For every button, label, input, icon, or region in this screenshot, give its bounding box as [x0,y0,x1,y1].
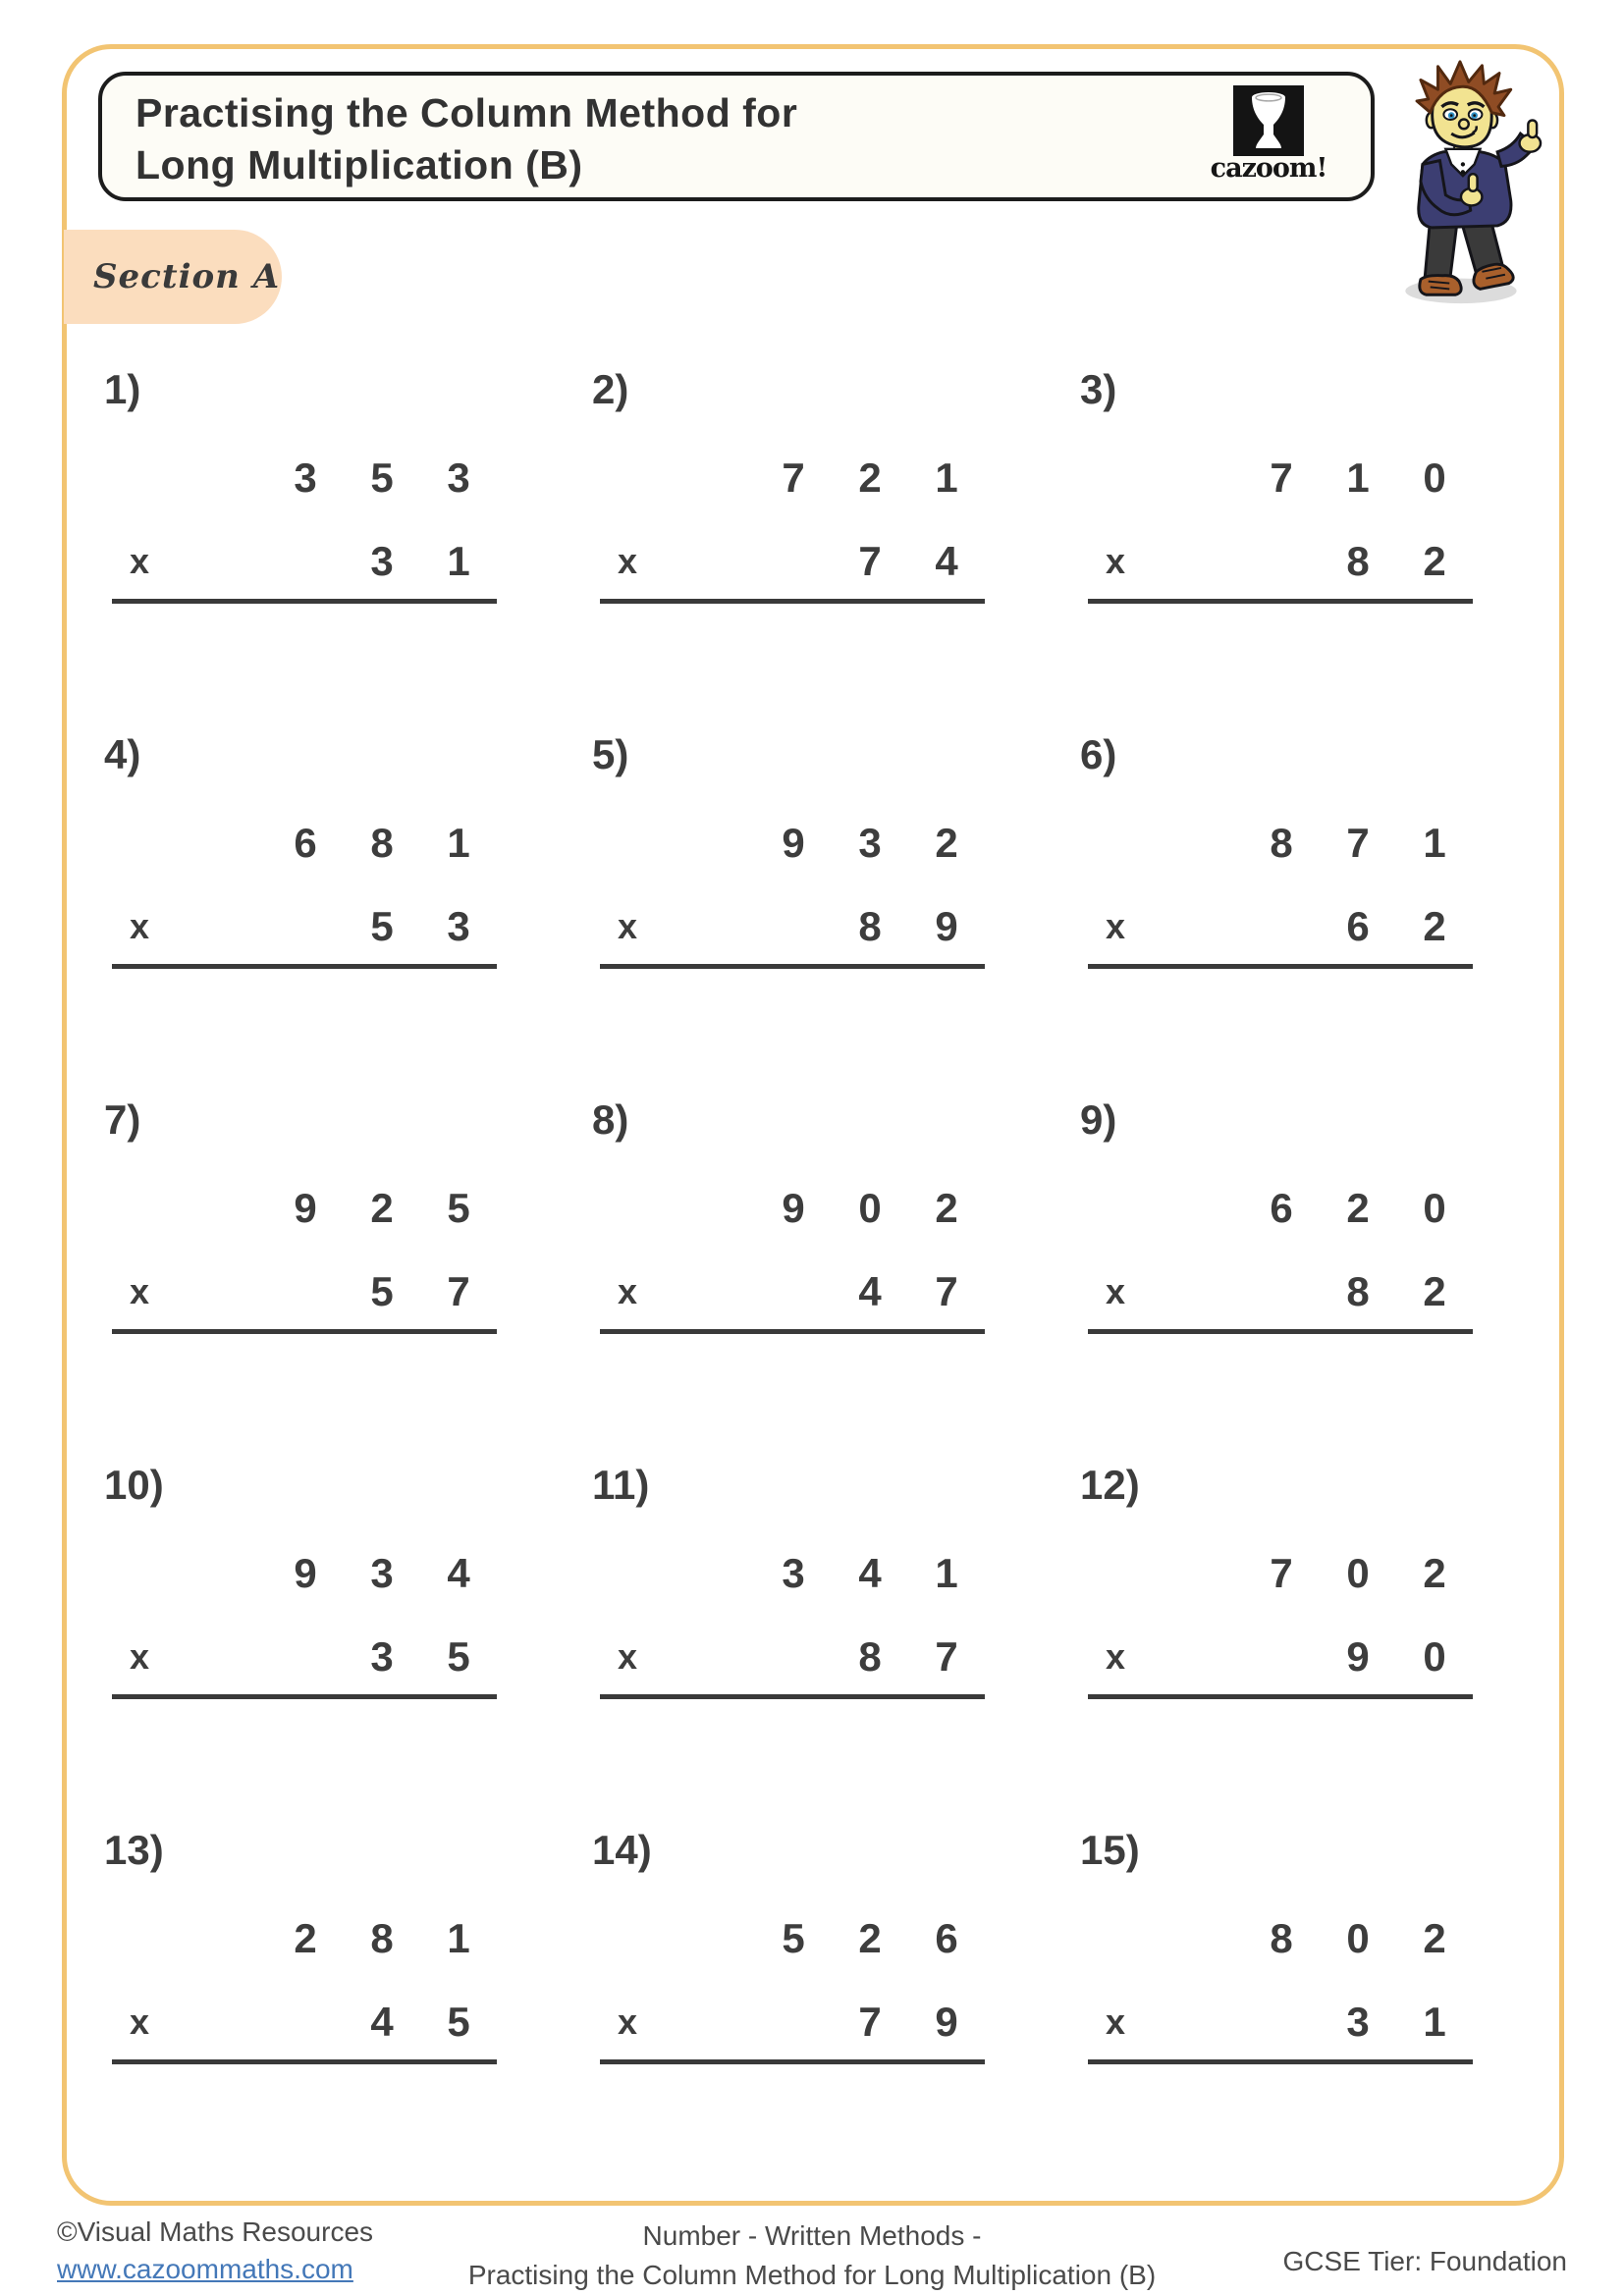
multiply-operator: x [129,1271,150,1311]
multiplicand-row [1088,453,1473,504]
cazoom-logo-text: cazoom! [1210,153,1327,184]
operator-slot-empty [112,818,167,869]
multiplicand-digit-hundreds: 8 [1270,1915,1293,1961]
title-box [98,72,1375,201]
multiplicand-digit-hundreds: 6 [294,820,317,866]
problem-number: 7) [104,1096,141,1143]
multiplier-row [112,901,497,952]
multiplicand-digit-tens: 0 [1346,1550,1370,1596]
multiplier-digit-tens: 8 [1346,1268,1370,1314]
problem-cell [104,1827,592,2064]
problem-number: 10) [104,1462,164,1508]
multiplicand-digit-hundreds: 3 [294,454,317,501]
multiplier-digit-tens: 3 [370,1633,394,1680]
multiplicand-digit-hundreds: 8 [1270,820,1293,866]
multiplier-digit-ones: 1 [447,538,470,584]
problem-workspace [112,453,497,604]
multiplier-row [112,536,497,587]
footer-center [321,2216,1303,2295]
problem-workspace [1088,1183,1473,1334]
multiplier-row [1088,1631,1473,1682]
problem-cell [592,1462,1080,1699]
multiplicand-digit-tens: 8 [370,820,394,866]
problem-number: 8) [592,1096,629,1143]
multiplier-row [1088,901,1473,952]
multiplier-digit-tens: 4 [370,1999,394,2045]
problem-number: 1) [104,366,141,412]
multiplicand-digit-hundreds: 3 [782,1550,805,1596]
multiplicand-digit-hundreds: 7 [1270,1550,1293,1596]
multiplier-digit-ones: 4 [935,538,958,584]
multiplier-row [600,1997,985,2048]
multiplier-row [600,536,985,587]
multiplier-digit-ones: 2 [1423,538,1446,584]
problem-workspace [600,1548,985,1699]
multiply-operator: x [617,2002,638,2042]
multiplier-digit-ones: 7 [935,1268,958,1314]
multiply-operator: x [1105,906,1126,946]
operator-slot-empty [1088,453,1143,504]
multiplier-digit-ones: 7 [935,1633,958,1680]
multiplier-digit-tens: 7 [858,1999,882,2045]
website-link[interactable]: www.cazoommaths.com [57,2254,353,2284]
problem-workspace [112,818,497,969]
multiplier-digit-tens: 5 [370,1268,394,1314]
problem-cell [592,1827,1080,2064]
multiply-operator: x [129,906,150,946]
multiplicand-digit-tens: 0 [1346,1915,1370,1961]
problem-cell [1080,731,1568,969]
multiplicand-row [112,1183,497,1234]
multiplier-row [112,1631,497,1682]
footer-topic-line1: Number - Written Methods - [642,2220,982,2251]
multiply-operator: x [1105,1636,1126,1677]
page-title-line2: Long Multiplication (B) [135,142,583,187]
problem-cell [1080,366,1568,604]
problem-number: 15) [1080,1827,1140,1873]
problem-cell [1080,1096,1568,1334]
multiplicand-digit-ones: 0 [1423,454,1446,501]
multiplicand-digit-tens: 2 [370,1185,394,1231]
operator-slot-empty [112,1183,167,1234]
problem-cell [104,1096,592,1334]
multiplicand-digit-tens: 2 [1346,1185,1370,1231]
problem-workspace [600,1183,985,1334]
page-title-line1: Practising the Column Method for [135,90,798,135]
footer-topic-line2: Practising the Column Method for Long Multiplication (B) [467,2260,1157,2290]
problem-workspace [112,1183,497,1334]
problem-number: 5) [592,731,629,777]
multiplicand-digit-ones: 2 [1423,1550,1446,1596]
multiplicand-digit-hundreds: 2 [294,1915,317,1961]
multiplicand-digit-ones: 1 [447,820,470,866]
multiply-operator: x [1105,2002,1126,2042]
multiplicand-digit-ones: 1 [1423,820,1446,866]
multiply-operator: x [1105,541,1126,581]
multiply-operator: x [129,1636,150,1677]
multiplicand-row [1088,1183,1473,1234]
multiplier-row [600,901,985,952]
multiplicand-row [600,818,985,869]
multiplicand-digit-ones: 1 [935,1550,958,1596]
multiplicand-row [600,1183,985,1234]
problem-number: 12) [1080,1462,1140,1508]
multiplier-digit-tens: 4 [858,1268,882,1314]
multiplier-digit-ones: 9 [935,1999,958,2045]
problem-number: 2) [592,366,629,412]
operator-slot-empty [112,1548,167,1599]
multiplicand-row [600,1548,985,1599]
multiplicand-digit-tens: 7 [1346,820,1370,866]
section-a-label: Section A [93,257,281,296]
copyright-text: ©Visual Maths Resources [57,2216,374,2247]
multiplicand-digit-ones: 3 [447,454,470,501]
multiplicand-digit-ones: 1 [447,1915,470,1961]
problem-workspace [1088,453,1473,604]
multiplier-digit-tens: 3 [370,538,394,584]
multiplier-digit-ones: 0 [1423,1633,1446,1680]
multiplier-digit-tens: 9 [1346,1633,1370,1680]
multiplier-row [112,1997,497,2048]
multiplicand-digit-tens: 8 [370,1915,394,1961]
multiplicand-digit-hundreds: 9 [782,1185,805,1231]
multiplicand-digit-tens: 3 [370,1550,394,1596]
problem-number: 9) [1080,1096,1117,1143]
multiplier-digit-ones: 3 [447,903,470,949]
multiplicand-digit-tens: 2 [858,1915,882,1961]
multiplier-digit-ones: 7 [447,1268,470,1314]
multiplicand-digit-hundreds: 5 [782,1915,805,1961]
multiplier-digit-ones: 1 [1423,1999,1446,2045]
problem-cell [1080,1827,1568,2064]
problem-workspace [600,453,985,604]
page-title [135,87,797,191]
multiplier-row [1088,536,1473,587]
multiplicand-digit-hundreds: 7 [782,454,805,501]
multiply-operator: x [617,1271,638,1311]
multiplicand-digit-tens: 4 [858,1550,882,1596]
multiplicand-row [1088,1913,1473,1964]
operator-slot-empty [600,1548,655,1599]
operator-slot-empty [1088,818,1143,869]
multiplier-digit-tens: 3 [1346,1999,1370,2045]
multiplier-digit-tens: 6 [1346,903,1370,949]
multiplicand-digit-tens: 0 [858,1185,882,1231]
problem-cell [104,1462,592,1699]
problem-cell [592,366,1080,604]
multiplicand-digit-ones: 6 [935,1915,958,1961]
multiply-operator: x [129,2002,150,2042]
operator-slot-empty [600,818,655,869]
footer-tier-label: GCSE Tier: Foundation [1282,2246,1567,2276]
problem-workspace [112,1548,497,1699]
multiplicand-row [600,1913,985,1964]
operator-slot-empty [1088,1548,1143,1599]
multiplicand-row [1088,1548,1473,1599]
multiplicand-digit-tens: 2 [858,454,882,501]
multiplier-digit-ones: 9 [935,903,958,949]
multiply-operator: x [617,906,638,946]
multiplicand-digit-hundreds: 7 [1270,454,1293,501]
multiplier-digit-tens: 8 [858,903,882,949]
problem-workspace [1088,818,1473,969]
problem-workspace [600,1913,985,2064]
cazoom-logo [1210,85,1327,184]
multiplier-digit-ones: 2 [1423,903,1446,949]
multiplicand-row [112,1548,497,1599]
cartoon-boy-thumbs-up [1363,57,1555,306]
problem-number: 14) [592,1827,652,1873]
operator-slot-empty [600,1913,655,1964]
problem-number: 4) [104,731,141,777]
multiply-operator: x [1105,1271,1126,1311]
multiplicand-digit-ones: 2 [935,820,958,866]
problem-cell [592,1096,1080,1334]
multiplicand-digit-tens: 1 [1346,454,1370,501]
section-a-badge [64,230,282,324]
multiplier-digit-tens: 8 [858,1633,882,1680]
multiplier-digit-tens: 8 [1346,538,1370,584]
multiplier-digit-tens: 5 [370,903,394,949]
multiplicand-digit-ones: 5 [447,1185,470,1231]
problem-number: 13) [104,1827,164,1873]
problem-workspace [112,1913,497,2064]
problem-cell [592,731,1080,969]
operator-slot-empty [1088,1913,1143,1964]
problem-workspace [600,818,985,969]
multiplicand-digit-ones: 1 [935,454,958,501]
multiply-operator: x [129,541,150,581]
multiplicand-row [112,818,497,869]
problem-number: 6) [1080,731,1117,777]
multiplicand-digit-ones: 2 [1423,1915,1446,1961]
operator-slot-empty [112,1913,167,1964]
djembe-drum-icon [1233,85,1304,156]
operator-slot-empty [600,1183,655,1234]
multiplier-digit-ones: 5 [447,1999,470,2045]
multiplicand-digit-hundreds: 6 [1270,1185,1293,1231]
multiplicand-digit-ones: 0 [1423,1185,1446,1231]
multiply-operator: x [617,541,638,581]
problem-cell [104,366,592,604]
problems-grid [104,366,1568,2064]
problem-cell [104,731,592,969]
operator-slot-empty [1088,1183,1143,1234]
problem-cell [1080,1462,1568,1699]
multiplicand-digit-hundreds: 9 [294,1185,317,1231]
multiplier-digit-ones: 2 [1423,1268,1446,1314]
multiply-operator: x [617,1636,638,1677]
multiplicand-digit-ones: 4 [447,1550,470,1596]
operator-slot-empty [112,453,167,504]
multiplier-row [1088,1266,1473,1317]
multiplicand-digit-tens: 5 [370,454,394,501]
multiplicand-digit-ones: 2 [935,1185,958,1231]
multiplier-row [600,1631,985,1682]
multiplicand-row [112,1913,497,1964]
operator-slot-empty [600,453,655,504]
problem-workspace [1088,1548,1473,1699]
multiplier-row [600,1266,985,1317]
multiplicand-row [1088,818,1473,869]
multiplier-digit-ones: 5 [447,1633,470,1680]
multiplier-row [112,1266,497,1317]
multiplier-digit-tens: 7 [858,538,882,584]
problem-workspace [1088,1913,1473,2064]
problem-number: 3) [1080,366,1117,412]
multiplicand-digit-hundreds: 9 [294,1550,317,1596]
problem-number: 11) [592,1462,650,1508]
multiplicand-digit-tens: 3 [858,820,882,866]
multiplier-row [1088,1997,1473,2048]
multiplicand-row [112,453,497,504]
multiplicand-row [600,453,985,504]
multiplicand-digit-hundreds: 9 [782,820,805,866]
